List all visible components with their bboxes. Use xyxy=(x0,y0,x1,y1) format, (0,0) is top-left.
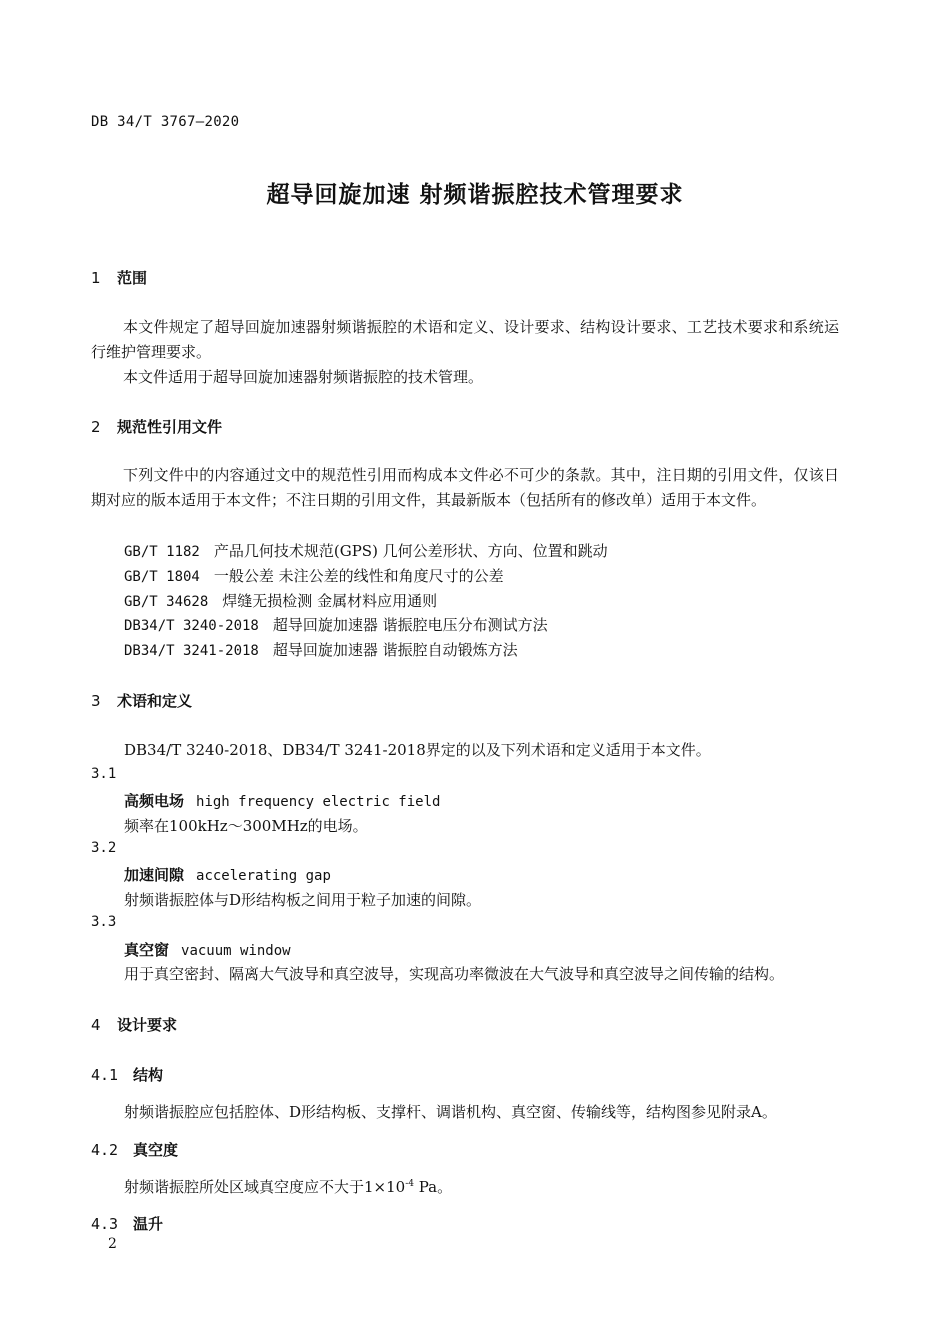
reference-code: GB/T 1182 xyxy=(124,544,200,560)
section-title: 范围 xyxy=(117,269,148,287)
term-number: 3.3 xyxy=(91,914,117,930)
reference-item xyxy=(124,540,608,561)
term-zh: 真空窗 xyxy=(124,941,170,959)
text-fragment: 射频谐振腔所处区域真空度应不大于1×10 xyxy=(124,1178,406,1196)
section-title: 术语和定义 xyxy=(117,692,193,710)
reference-title: 超导回旋加速器 谐振腔自动锻炼方法 xyxy=(272,641,518,659)
reference-code: DB34/T 3241-2018 xyxy=(124,643,259,659)
subsection-title: 结构 xyxy=(133,1066,164,1084)
reference-item xyxy=(124,614,548,635)
section-number: 1 xyxy=(91,269,101,287)
section-heading-3 xyxy=(91,690,192,711)
section-heading-1 xyxy=(91,267,147,288)
text-fragment: Pa。 xyxy=(413,1178,453,1196)
term-en: vacuum window xyxy=(181,943,291,959)
reference-item xyxy=(124,639,518,660)
section-2-body xyxy=(91,463,839,513)
term-en: accelerating gap xyxy=(196,868,331,884)
reference-code: GB/T 1804 xyxy=(124,569,200,585)
subsection-heading xyxy=(91,1213,163,1234)
term-en: high frequency electric field xyxy=(196,794,441,810)
term-number: 3.1 xyxy=(91,766,117,782)
term-heading xyxy=(124,939,291,960)
exponent: -4 xyxy=(405,1179,414,1189)
term-definition: 用于真空密封、隔离大气波导和真空波导，实现高功率微波在大气波导和真空波导之间传输的结构。 xyxy=(124,965,785,983)
subsection-text xyxy=(124,1176,452,1197)
subsection-text: 射频谐振腔应包括腔体、D形结构板、支撑杆、调谐机构、真空窗、传输线等，结构图参见附录A。 xyxy=(124,1103,777,1121)
section-heading-2 xyxy=(91,416,222,437)
document-title: 超导回旋加速 射频谐振腔技术管理要求 xyxy=(266,182,684,208)
section-3-intro: DB34/T 3240-2018、DB34/T 3241-2018界定的以及下列术语和定义适用于本文件。 xyxy=(124,741,711,759)
reference-title: 产品几何技术规范(GPS) 几何公差形状、方向、位置和跳动 xyxy=(213,542,608,560)
section-number: 4 xyxy=(91,1016,101,1034)
reference-code: GB/T 34628 xyxy=(124,594,209,610)
term-definition: 频率在100kHz～300MHz的电场。 xyxy=(124,817,368,835)
term-heading xyxy=(124,790,440,811)
section-title: 规范性引用文件 xyxy=(117,418,223,436)
subsection-number: 4.1 xyxy=(91,1066,119,1084)
reference-code: DB34/T 3240-2018 xyxy=(124,618,259,634)
page-number: 2 xyxy=(108,1236,117,1252)
term-heading xyxy=(124,864,331,885)
section-1-body xyxy=(91,315,839,390)
term-number: 3.2 xyxy=(91,840,117,856)
reference-item xyxy=(124,590,437,611)
term-zh: 高频电场 xyxy=(124,792,185,810)
section-number: 3 xyxy=(91,692,101,710)
subsection-heading xyxy=(91,1064,163,1085)
paragraph: 本文件规定了超导回旋加速器射频谐振腔的术语和定义、设计要求、结构设计要求、工艺技术要求和系统运行维护管理要求。 xyxy=(91,318,839,361)
reference-title: 焊缝无损检测 金属材料应用通则 xyxy=(222,592,438,610)
subsection-heading xyxy=(91,1139,178,1160)
paragraph: 下列文件中的内容通过文中的规范性引用而构成本文件必不可少的条款。其中，注日期的引用文件，仅该日期对应的版本适用于本文件；不注日期的引用文件，其最新版本（包括所有的修改单）适用于本文件。 xyxy=(91,466,839,509)
term-zh: 加速间隙 xyxy=(124,866,185,884)
subsection-number: 4.2 xyxy=(91,1141,119,1159)
reference-title: 一般公差 未注公差的线性和角度尺寸的公差 xyxy=(213,567,504,585)
reference-item xyxy=(124,565,504,586)
reference-title: 超导回旋加速器 谐振腔电压分布测试方法 xyxy=(272,616,548,634)
subsection-number: 4.3 xyxy=(91,1215,119,1233)
subsection-title: 真空度 xyxy=(133,1141,179,1159)
term-definition: 射频谐振腔体与D形结构板之间用于粒子加速的间隙。 xyxy=(124,891,482,909)
subsection-title: 温升 xyxy=(133,1215,164,1233)
document-code: DB 34/T 3767—2020 xyxy=(91,114,240,130)
paragraph: 本文件适用于超导回旋加速器射频谐振腔的技术管理。 xyxy=(123,368,484,386)
section-number: 2 xyxy=(91,418,101,436)
section-heading-4 xyxy=(91,1014,177,1035)
section-title: 设计要求 xyxy=(117,1016,178,1034)
